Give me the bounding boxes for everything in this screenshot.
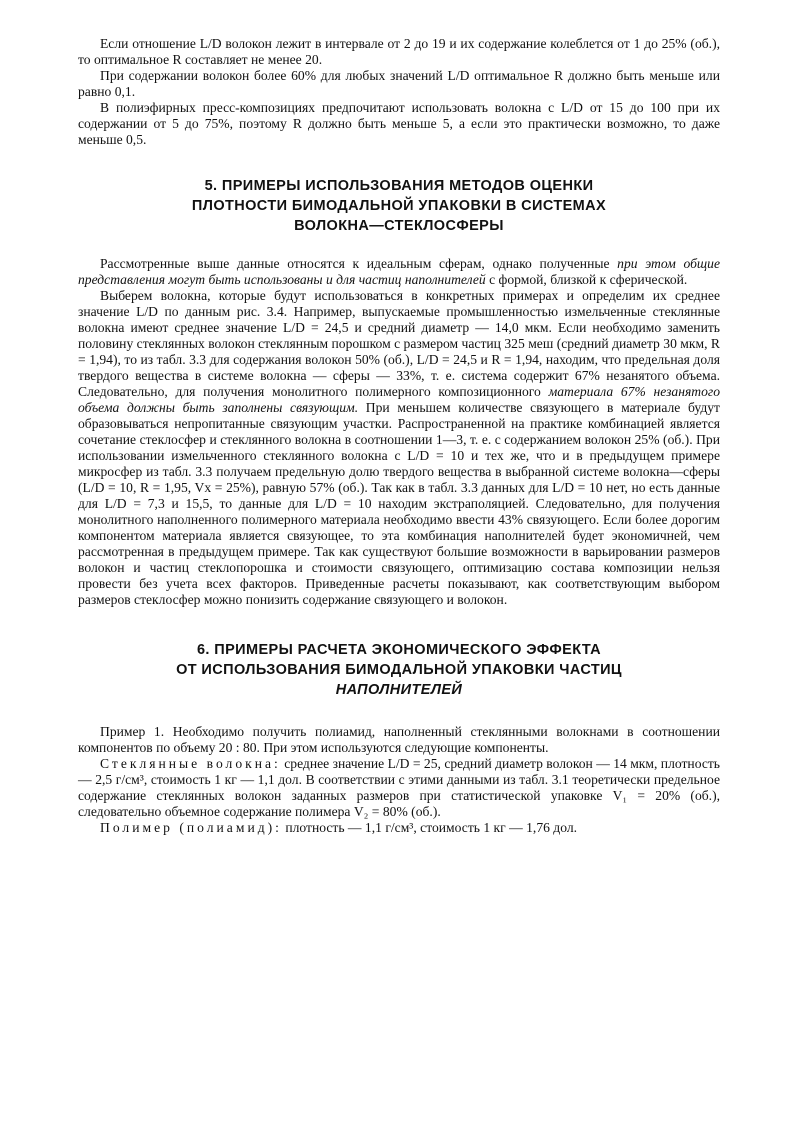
intro-paragraph-3: В полиэфирных пресс-композициях предпочитают использовать волокна с L/D от 15 до 100 при их содержании от 5 до 75%, поэтому R должно быть меньше 5, а если это практически возможно, то даже меньше 0,5. — [78, 100, 720, 147]
section-5-paragraph-1-start: Рассмотренные выше данные относятся к идеальным сферам, однако полученные — [100, 256, 618, 271]
section-6-paragraph-1: Пример 1. Необходимо получить полиамид, наполненный стеклянными волокнами в соотношении компонентов по объему 20 : 80. При этом используются следующие компоненты. — [78, 724, 720, 755]
section-5-paragraph-2-start: Выберем волокна, которые будут использоваться в конкретных примерах и определим их среднее значение L/D по данным рис. 3.4. Например, выпускаемые промышленностью измельченные стеклянные волокна имеют среднее значение L/D = 24,5 и средний диаметр — 14,0 мкм. Если необходимо заменить половину стеклянных волокон стеклянным порошком с размером частиц 325 меш (средний диаметр 30 мкм, R = 1,94), то из табл. 3.3 для содержания волокон 50% (об.), L/D = 24,5 и R = 1,94, находим, что предельная доля твердого вещества в системе волокна — сферы — 33%, т. е. система содержит 67% незанятого объема. Следовательно, для получения монолитного полимерного композиционного — [78, 288, 720, 399]
intro-paragraph-2: При содержании волокон более 60% для любых значений L/D оптимальное R должно быть меньше или равно 0,1. — [78, 68, 720, 99]
section-6-title-line-3: НАПОЛНИТЕЛЕЙ — [335, 682, 463, 698]
section-6-paragraph-3 — [78, 820, 720, 836]
section-6-glass-fibers-text: среднее значение L/D = 25, средний диаметр волокон — 14 мкм, плотность — 2,5 г/см³, стоимость 1 кг — 1,1 дол. В соответствии с этими данными из табл. 3.1 теоретически предельное содержание стеклянных волокон заданных размеров при статистической упаковке V₁ = 20% (об.), следовательно объемное содержание полимера V₂ = 80% (об.). — [78, 756, 721, 819]
intro-paragraph-1: Если отношение L/D волокон лежит в интервале от 2 до 19 и их содержание колеблется от 1 до 25% (об.), то оптимальное R составляет не менее 20. — [78, 36, 720, 67]
section-6-heading — [78, 640, 720, 700]
section-6-polymer-label: Полимер (полиамид): — [100, 820, 282, 835]
section-6-title-line-2: ОТ ИСПОЛЬЗОВАНИЯ БИМОДАЛЬНОЙ УПАКОВКИ ЧАСТИЦ — [176, 662, 622, 678]
section-5-paragraph-2-italic: материала 67% незанятого объема должны быть заполнены связующим. — [78, 384, 720, 415]
section-5-heading — [78, 176, 720, 236]
section-6-polymer-text: плотность — 1,1 г/см³, стоимость 1 кг — 1,76 дол. — [281, 820, 578, 835]
section-5-paragraph-2 — [78, 288, 720, 608]
section-6-paragraph-2 — [78, 756, 720, 820]
section-5-paragraph-1-end: с формой, близкой к сферической. — [485, 272, 688, 287]
document-page — [78, 36, 720, 836]
section-6-glass-fibers-label: Стеклянные волокна: — [100, 756, 281, 771]
section-5-title-line-1: 5. ПРИМЕРЫ ИСПОЛЬЗОВАНИЯ МЕТОДОВ ОЦЕНКИ — [204, 178, 594, 194]
section-5-paragraph-1 — [78, 256, 720, 288]
section-5-paragraph-1-italic: при этом общие представления могут быть использованы и для частиц наполнителей — [78, 256, 720, 287]
section-6-title-line-1: 6. ПРИМЕРЫ РАСЧЕТА ЭКОНОМИЧЕСКОГО ЭФФЕКТА — [196, 642, 602, 658]
section-5-title-line-3: ВОЛОКНА—СТЕКЛОСФЕРЫ — [294, 218, 504, 234]
section-5-paragraph-2-rest: При меньшем количестве связующего в материале будут образовываться непропитанные связующим участки. Распространенной на практике комбинацией является сочетание стеклосфер и стеклянного волокна в соотношении 1—3, т. е. с содержанием волокон 25% (об.). При использовании измельченного стеклянного волокна с L/D = 10 и тех же, что и в предыдущем примере микросфер из табл. 3.3 получаем предельную долю твердого вещества в выбранной системе волокна—сферы (L/D = 10, R = 1,95, Vx = 25%), равную 57% (об.). Так как в табл. 3.3 данных для L/D = 10 нет, но есть данные для L/D = 7,3 и 15,5, то данные для L/D = 10 находим экстраполяцией. Следовательно, для получения монолитного наполненного полимерного материала необходимо ввести 43% связующего. Если более дорогим компонентом материала является связующее, то эта комбинация наполнителей будет экономичней, чем рассмотренная в предыдущем примере. Так как существуют большие возможности в варьировании размеров волокон и частиц стеклопорошка и стоимости связующего, оптимизацию состава композиции нельзя провести без учета всех факторов. Приведенные расчеты показывают, как соответствующим выбором размеров стеклосфер можно понизить содержание связующего и волокон. — [78, 400, 720, 607]
section-5-title-line-2: ПЛОТНОСТИ БИМОДАЛЬНОЙ УПАКОВКИ В СИСТЕМАХ — [191, 198, 607, 214]
